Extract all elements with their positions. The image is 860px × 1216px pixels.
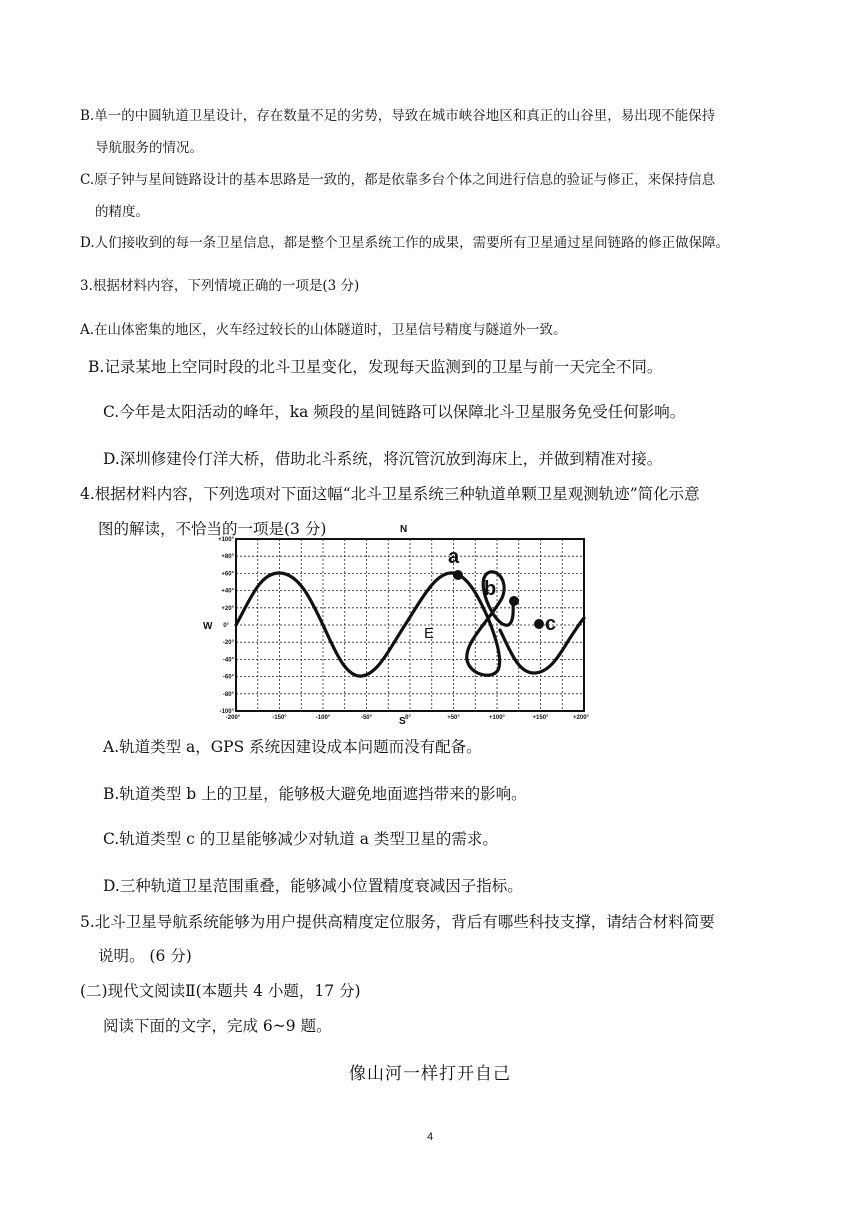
south-label: S: [399, 716, 406, 725]
y-tick: 0°: [223, 623, 229, 629]
y-tick: -100°: [219, 709, 234, 715]
page-number: 4: [426, 1131, 434, 1143]
x-tick: +150°: [532, 715, 549, 721]
satellite-a-marker: [453, 570, 463, 580]
y-tick: +60°: [221, 571, 234, 578]
x-tick: 0°: [405, 715, 411, 721]
q3-option-a: A.在山体密集的地区，火车经过较长的山体隧道时，卫星信号精度与隧道外一致。: [80, 322, 567, 338]
q3-option-b: B.记录某地上空同时段的北斗卫星变化，发现每天监测到的卫星与前一天完全不同。: [88, 358, 663, 376]
x-tick: -100°: [315, 715, 331, 721]
y-tick: -40°: [222, 657, 234, 664]
q5-stem-line2: 说明。 (6 分): [98, 947, 192, 965]
x-tick: -150°: [272, 715, 287, 721]
q3-option-c: C.今年是太阳活动的峰年，ka 频段的星间链路可以保障北斗卫星服务免受任何影响。: [103, 403, 686, 421]
y-tick: +40°: [221, 588, 234, 595]
x-tick: -50°: [360, 715, 373, 721]
q4-stem-line1: 4.根据材料内容，下列选项对下面这幅“北斗卫星系统三种轨道单颗卫星观测轨迹”简化示意: [80, 485, 700, 503]
y-tick-labels: [218, 537, 235, 715]
q2-option-b: B.单一的中圆轨道卫星设计，存在数量不足的劣势，导致在城市峡谷地区和真正的山谷里，易出现不能保持: [80, 108, 716, 124]
x-tick: +50°: [447, 715, 460, 721]
q2-option-c: C.原子钟与星间链路设计的基本思路是一致的，都是依靠多台个体之间进行信息的验证与修正，来保持信息: [80, 172, 716, 188]
east-label: E: [424, 625, 435, 642]
q2-option-d: D.人们接收到的每一条卫星信息，都是整个卫星系统工作的成果，需要所有卫星通过星间链路的修正做保障。: [80, 235, 730, 251]
y-tick: +20°: [221, 605, 234, 612]
satellite-b-marker: [509, 596, 519, 606]
west-label: W: [203, 621, 213, 632]
q4-stem-line2: 图的解读，不恰当的一项是(3 分): [98, 520, 327, 538]
north-label: N: [400, 524, 408, 535]
label-c: c: [545, 613, 557, 635]
q4-option-d: D.三种轨道卫星范围重叠，能够减小位置精度衰减因子指标。: [103, 877, 523, 895]
x-tick: +200°: [573, 715, 589, 721]
ground-track-figure: [200, 520, 600, 725]
satellite-c-marker: [534, 619, 544, 629]
article-title: 像山河一样打开自己: [349, 1064, 511, 1084]
label-b: b: [484, 578, 497, 600]
track-a-path: [236, 573, 452, 676]
x-tick: +100°: [489, 715, 505, 721]
y-tick: -60°: [222, 674, 234, 681]
y-tick: -20°: [222, 640, 234, 647]
y-tick: +100°: [218, 537, 234, 543]
q4-option-a: A.轨道类型 a，GPS 系统因建设成本问题而没有配备。: [103, 738, 482, 756]
q3-stem: 3.根据材料内容，下列情境正确的一项是(3 分): [80, 278, 360, 294]
y-tick: -80°: [222, 691, 234, 698]
q2-option-b-cont: 导航服务的情况。: [95, 140, 203, 156]
q3-option-d: D.深圳修建伶仃洋大桥，借助北斗系统，将沉管沉放到海床上，并做到精准对接。: [103, 450, 663, 468]
section2-instruction: 阅读下面的文字，完成 6~9 题。: [103, 1017, 332, 1035]
section2-heading: (二)现代文阅读Ⅱ(本题共 4 小题，17 分): [80, 982, 361, 1000]
label-a: a: [448, 546, 460, 568]
q4-option-b: B.轨道类型 b 上的卫星，能够极大避免地面遮挡带来的影响。: [103, 785, 527, 803]
x-tick: -200°: [225, 715, 241, 721]
q2-option-c-cont: 的精度。: [95, 204, 149, 220]
y-tick: +80°: [221, 554, 234, 561]
q4-option-c: C.轨道类型 c 的卫星能够减少对轨道 a 类型卫星的需求。: [103, 830, 498, 848]
x-tick-labels: [226, 715, 590, 721]
q5-stem-line1: 5.北斗卫星导航系统能够为用户提供高精度定位服务，背后有哪些科技支撑，请结合材料简要: [80, 913, 715, 931]
